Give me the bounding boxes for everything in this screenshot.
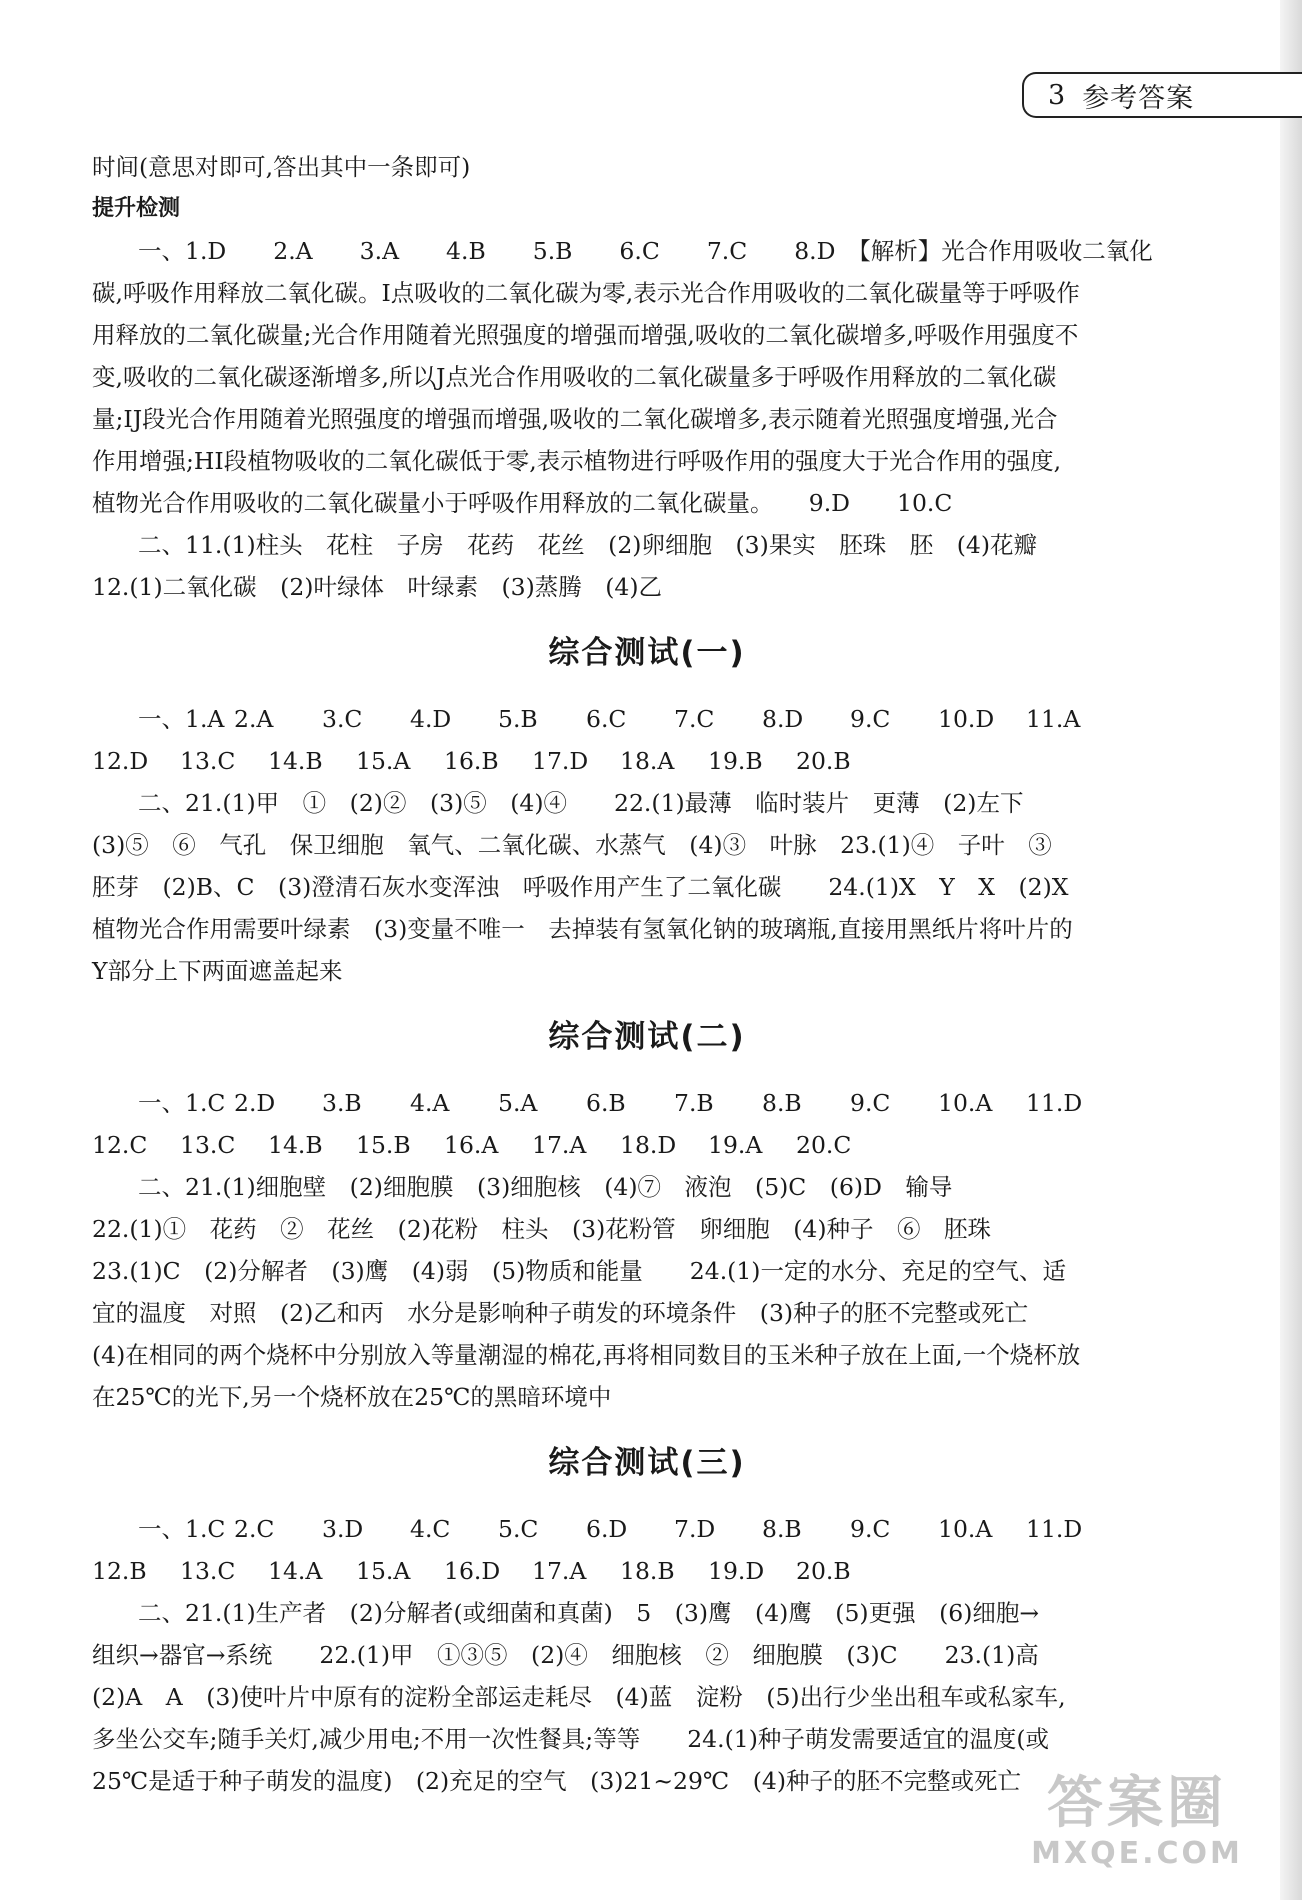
answer-line: 组织→器官→系统 22.(1)甲 ①③⑤ (2)④ 细胞核 ② 细胞膜 (3)C 23.(1)高 <box>92 1641 1039 1669</box>
choice-answer: 16.D <box>444 1557 501 1585</box>
choice-answer: 13.C <box>180 1557 236 1585</box>
choice-answer: 13.C <box>180 1131 236 1159</box>
choice-answers-row <box>92 740 1202 782</box>
section-title-test-2: 综合测试(二) <box>548 1019 746 1055</box>
tisheng-line: 量;IJ段光合作用随着光照强度的增强而增强,吸收的二氧化碳增多,表示随着光照强度增强,光合 <box>92 405 1058 433</box>
tisheng-heading: 提升检测 <box>92 196 181 221</box>
choice-answer: 2.A <box>234 705 274 733</box>
tisheng-line: 一、1.D 2.A 3.A 4.B 5.B 6.C 7.C 8.D 【解析】光合作用吸收二氧化 <box>138 237 1153 265</box>
choice-answer: 14.B <box>268 1131 323 1159</box>
choice-answer: 16.A <box>444 1131 499 1159</box>
choice-answer: 20.C <box>796 1131 852 1159</box>
choice-answers-row <box>92 698 1202 740</box>
tisheng-line: 碳,呼吸作用释放二氧化碳。I点吸收的二氧化碳为零,表示光合作用吸收的二氧化碳量等于呼吸作 <box>92 279 1080 307</box>
watermark-url: MXQE.COM <box>1031 1836 1243 1871</box>
choice-answer: 9.C <box>850 705 891 733</box>
tisheng-line: 变,吸收的二氧化碳逐渐增多,所以J点光合作用吸收的二氧化碳量多于呼吸作用释放的二氧化碳 <box>92 363 1057 391</box>
answer-line: 22.(1)① 花药 ② 花丝 (2)花粉 柱头 (3)花粉管 卵细胞 (4)种子 ⑥ 胚珠 <box>92 1215 992 1243</box>
choice-answer: 8.B <box>762 1515 802 1543</box>
choice-answer: 3.C <box>322 705 363 733</box>
page-edge-shadow <box>1280 0 1302 1900</box>
answer-line: 25℃是适于种子萌发的温度) (2)充足的空气 (3)21~29℃ (4)种子的胚不完整或死亡 <box>92 1767 1022 1795</box>
choice-answer: 8.D <box>762 705 804 733</box>
choice-answer: 17.D <box>532 747 589 775</box>
choice-answer: 16.B <box>444 747 499 775</box>
answer-line: (3)⑤ ⑥ 气孔 保卫细胞 氧气、二氧化碳、水蒸气 (4)③ 叶脉 23.(1)④ 子叶 ③ <box>92 831 1052 859</box>
answer-line: 二、21.(1)甲 ① (2)② (3)⑤ (4)④ 22.(1)最薄 临时装片 更薄 (2)左下 <box>138 789 1024 817</box>
choice-answer: 15.A <box>356 747 411 775</box>
choice-answer: 14.A <box>268 1557 323 1585</box>
watermark-logo-text: 答案圈 <box>1047 1771 1227 1836</box>
choice-answer: 6.C <box>586 705 627 733</box>
choice-answer: 5.C <box>498 1515 539 1543</box>
page-header-tab <box>1022 72 1302 118</box>
choice-answer: 9.C <box>850 1089 891 1117</box>
choice-answer: 一、1.C <box>138 1515 226 1543</box>
choice-answer: 10.A <box>938 1089 993 1117</box>
answer-line: Y部分上下两面遮盖起来 <box>92 957 343 985</box>
choice-answers-row <box>92 1508 1202 1550</box>
choice-answer: 10.A <box>938 1515 993 1543</box>
answer-line: 多坐公交车;随手关灯,减少用电;不用一次性餐具;等等 24.(1)种子萌发需要适宜的温度(或 <box>92 1725 1050 1753</box>
choice-answers-row <box>92 1124 1202 1166</box>
answer-line: 在25℃的光下,另一个烧杯放在25℃的黑暗环境中 <box>92 1383 612 1411</box>
choice-answer: 一、1.A <box>138 705 225 733</box>
choice-answer: 3.B <box>322 1089 362 1117</box>
choice-answers-row <box>92 1550 1202 1592</box>
choice-answer: 12.B <box>92 1557 147 1585</box>
choice-answer: 4.A <box>410 1089 450 1117</box>
choice-answer: 17.A <box>532 1557 587 1585</box>
choice-answer: 5.A <box>498 1089 538 1117</box>
answer-line: 胚芽 (2)B、C (3)澄清石灰水变浑浊 呼吸作用产生了二氧化碳 24.(1)X Y X (2)X <box>92 873 1069 901</box>
choice-answer: 14.B <box>268 747 323 775</box>
answer-content <box>92 146 1202 1802</box>
tisheng-line: 用释放的二氧化碳量;光合作用随着光照强度的增强而增强,吸收的二氧化碳增多,呼吸作用强度不 <box>92 321 1079 349</box>
choice-answer: 13.C <box>180 747 236 775</box>
tisheng-line: 12.(1)二氧化碳 (2)叶绿体 叶绿素 (3)蒸腾 (4)乙 <box>92 573 663 601</box>
tisheng-line: 作用增强;HI段植物吸收的二氧化碳低于零,表示植物进行呼吸作用的强度大于光合作用的强度, <box>92 447 1062 475</box>
choice-answer: 17.A <box>532 1131 587 1159</box>
answer-line: 二、21.(1)细胞壁 (2)细胞膜 (3)细胞核 (4)⑦ 液泡 (5)C (6)D 输导 <box>138 1173 953 1201</box>
answer-line: 23.(1)C (2)分解者 (3)鹰 (4)弱 (5)物质和能量 24.(1)一定的水分、充足的空气、适 <box>92 1257 1066 1285</box>
choice-answer: 6.B <box>586 1089 626 1117</box>
choice-answer: 19.B <box>708 747 763 775</box>
choice-answer: 11.D <box>1026 1089 1083 1117</box>
choice-answer: 19.A <box>708 1131 763 1159</box>
choice-answer: 18.D <box>620 1131 677 1159</box>
section-title-test-1: 综合测试(一) <box>548 635 746 671</box>
choice-answers-row <box>92 1082 1202 1124</box>
page-number: 3 <box>1048 79 1067 111</box>
choice-answer: 18.A <box>620 747 675 775</box>
choice-answer: 9.C <box>850 1515 891 1543</box>
choice-answer: 7.D <box>674 1515 716 1543</box>
tisheng-line: 植物光合作用吸收的二氧化碳量小于呼吸作用释放的二氧化碳量。 9.D 10.C <box>92 489 953 517</box>
answer-line: 植物光合作用需要叶绿素 (3)变量不唯一 去掉装有氢氧化钠的玻璃瓶,直接用黑纸片将叶片的 <box>92 915 1073 943</box>
choice-answer: 6.D <box>586 1515 628 1543</box>
choice-answer: 20.B <box>796 747 851 775</box>
choice-answer: 15.A <box>356 1557 411 1585</box>
site-watermark <box>1012 1772 1262 1882</box>
choice-answer: 11.D <box>1026 1515 1083 1543</box>
choice-answer: 4.C <box>410 1515 451 1543</box>
answer-line: 二、21.(1)生产者 (2)分解者(或细菌和真菌) 5 (3)鹰 (4)鹰 (5)更强 (6)细胞→ <box>138 1599 1040 1627</box>
choice-answer: 5.B <box>498 705 538 733</box>
choice-answer: 10.D <box>938 705 995 733</box>
answer-line: (4)在相同的两个烧杯中分别放入等量潮湿的棉花,再将相同数目的玉米种子放在上面,一个烧杯放 <box>92 1341 1081 1369</box>
choice-answer: 一、1.C <box>138 1089 226 1117</box>
choice-answer: 15.B <box>356 1131 411 1159</box>
choice-answer: 11.A <box>1026 705 1081 733</box>
answer-line: 宜的温度 对照 (2)乙和丙 水分是影响种子萌发的环境条件 (3)种子的胚不完整或死亡 <box>92 1299 1029 1327</box>
choice-answer: 2.C <box>234 1515 275 1543</box>
choice-answer: 7.C <box>674 705 715 733</box>
choice-answer: 12.C <box>92 1131 148 1159</box>
answer-line: (2)A A (3)使叶片中原有的淀粉全部运走耗尽 (4)蓝 淀粉 (5)出行少坐出租车或私家车, <box>92 1683 1066 1711</box>
section-title-test-3: 综合测试(三) <box>548 1445 746 1481</box>
choice-answer: 19.D <box>708 1557 765 1585</box>
choice-answer: 20.B <box>796 1557 851 1585</box>
choice-answer: 18.B <box>620 1557 675 1585</box>
intro-line: 时间(意思对即可,答出其中一条即可) <box>92 153 471 181</box>
choice-answer: 2.D <box>234 1089 276 1117</box>
choice-answer: 8.B <box>762 1089 802 1117</box>
tisheng-line: 二、11.(1)柱头 花柱 子房 花药 花丝 (2)卵细胞 (3)果实 胚珠 胚 (4)花瓣 <box>138 531 1038 559</box>
page-header-title: 参考答案 <box>1082 82 1195 114</box>
choice-answer: 3.D <box>322 1515 364 1543</box>
choice-answer: 12.D <box>92 747 149 775</box>
choice-answer: 7.B <box>674 1089 714 1117</box>
choice-answer: 4.D <box>410 705 452 733</box>
